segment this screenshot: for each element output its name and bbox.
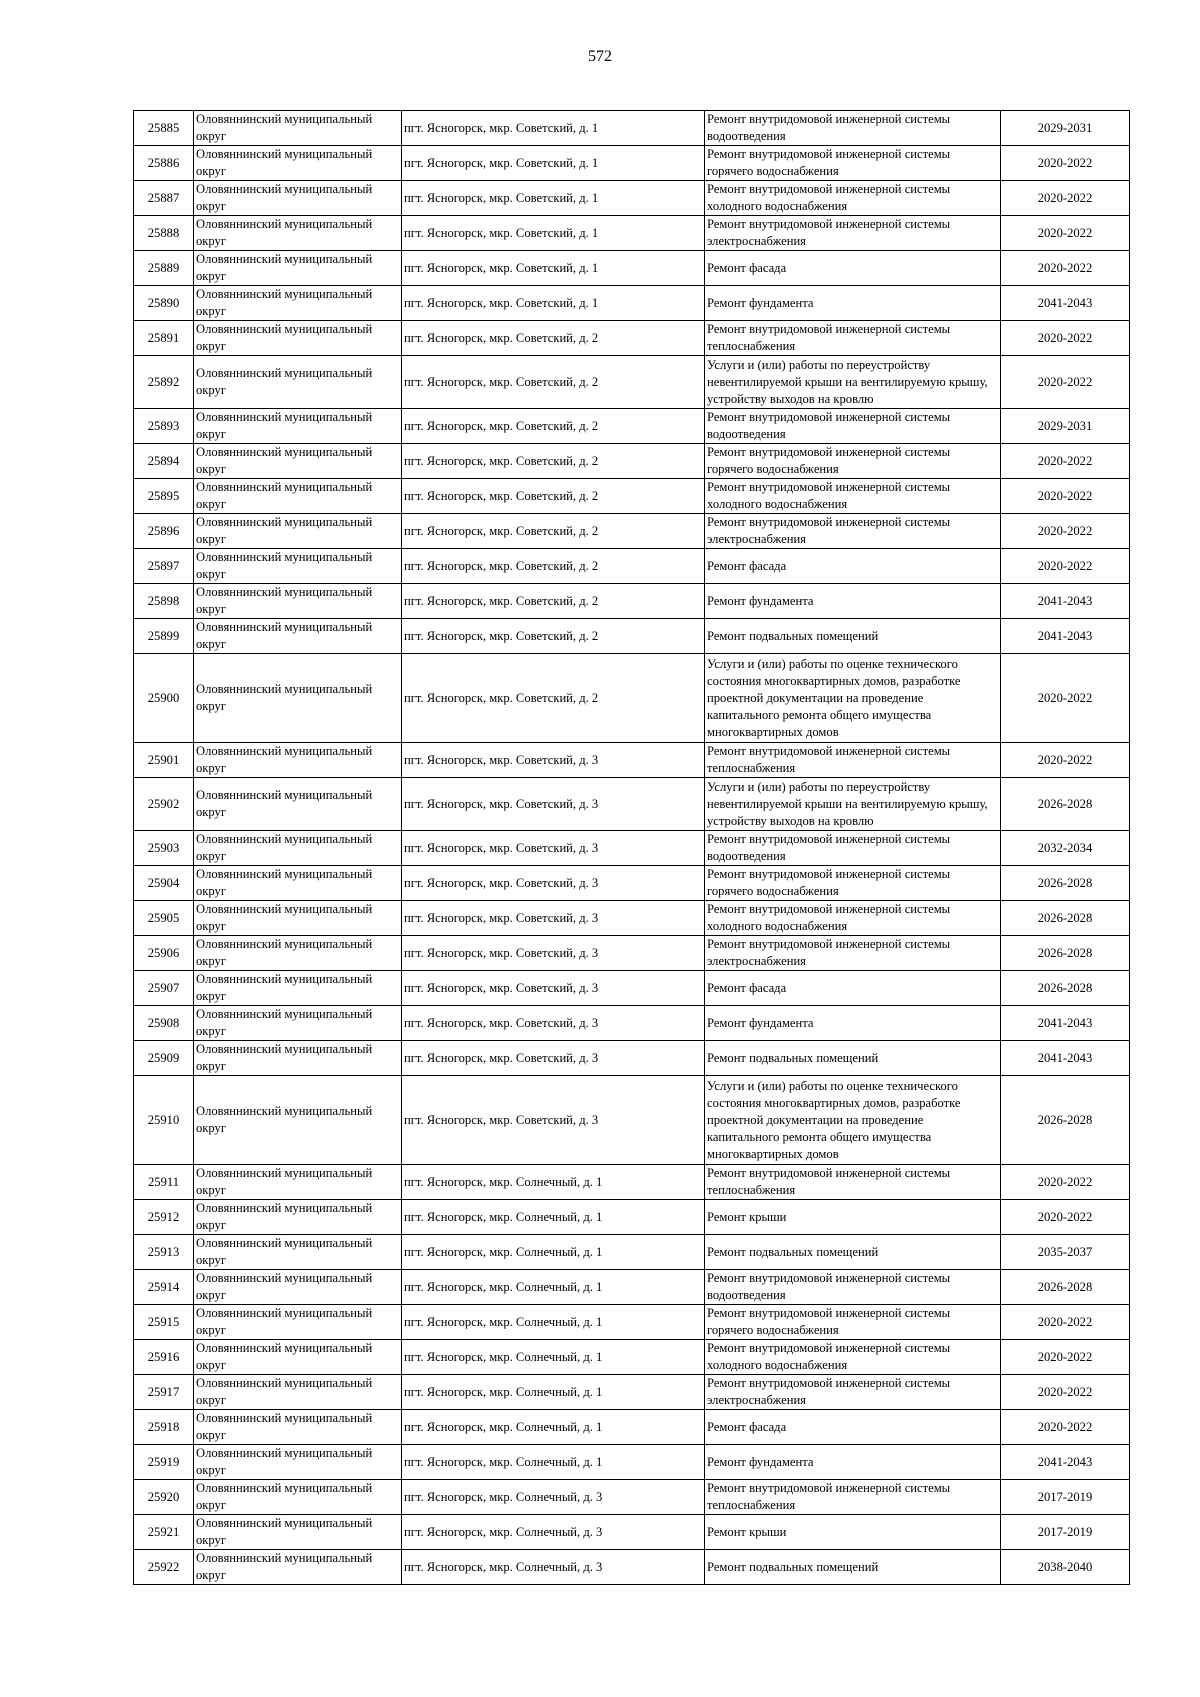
period-cell: 2032-2034: [1001, 831, 1130, 866]
address-cell: пгт. Ясногорск, мкр. Советский, д. 1: [402, 286, 705, 321]
work-type-cell: Ремонт фундамента: [705, 1006, 1001, 1041]
period-cell: 2026-2028: [1001, 778, 1130, 831]
address-cell: пгт. Ясногорск, мкр. Советский, д. 2: [402, 514, 705, 549]
municipality-cell: Оловяннинский муниципальный округ: [194, 146, 402, 181]
municipality-cell: Оловяннинский муниципальный округ: [194, 936, 402, 971]
address-cell: пгт. Ясногорск, мкр. Советский, д. 3: [402, 901, 705, 936]
table-row: [134, 831, 1130, 866]
table-row: [134, 743, 1130, 778]
work-type-cell: Ремонт подвальных помещений: [705, 1235, 1001, 1270]
work-type-cell: Ремонт подвальных помещений: [705, 619, 1001, 654]
table-row: [134, 1375, 1130, 1410]
municipality-cell: Оловяннинский муниципальный округ: [194, 444, 402, 479]
row-number: 25891: [134, 321, 194, 356]
municipality-cell: Оловяннинский муниципальный округ: [194, 1235, 402, 1270]
address-cell: пгт. Ясногорск, мкр. Солнечный, д. 1: [402, 1270, 705, 1305]
row-number: 25918: [134, 1410, 194, 1445]
address-cell: пгт. Ясногорск, мкр. Советский, д. 3: [402, 1041, 705, 1076]
work-type-cell: Ремонт внутридомовой инженерной системы холодного водоснабжения: [705, 479, 1001, 514]
period-cell: 2017-2019: [1001, 1515, 1130, 1550]
row-number: 25897: [134, 549, 194, 584]
work-type-cell: Ремонт внутридомовой инженерной системы холодного водоснабжения: [705, 181, 1001, 216]
period-cell: 2041-2043: [1001, 1006, 1130, 1041]
period-cell: 2020-2022: [1001, 146, 1130, 181]
row-number: 25907: [134, 971, 194, 1006]
table-row: [134, 1515, 1130, 1550]
period-cell: 2026-2028: [1001, 901, 1130, 936]
municipality-cell: Оловяннинский муниципальный округ: [194, 1200, 402, 1235]
municipality-cell: Оловяннинский муниципальный округ: [194, 1375, 402, 1410]
address-cell: пгт. Ясногорск, мкр. Советский, д. 1: [402, 251, 705, 286]
row-number: 25889: [134, 251, 194, 286]
period-cell: 2038-2040: [1001, 1550, 1130, 1585]
work-type-cell: Ремонт внутридомовой инженерной системы водоотведения: [705, 831, 1001, 866]
period-cell: 2020-2022: [1001, 1340, 1130, 1375]
address-cell: пгт. Ясногорск, мкр. Советский, д. 2: [402, 549, 705, 584]
address-cell: пгт. Ясногорск, мкр. Советский, д. 2: [402, 619, 705, 654]
page-number: 572: [588, 48, 612, 65]
period-cell: 2041-2043: [1001, 1445, 1130, 1480]
row-number: 25900: [134, 654, 194, 743]
work-type-cell: Ремонт внутридомовой инженерной системы холодного водоснабжения: [705, 1340, 1001, 1375]
table-row: [134, 654, 1130, 743]
address-cell: пгт. Ясногорск, мкр. Советский, д. 2: [402, 584, 705, 619]
row-number: 25911: [134, 1165, 194, 1200]
period-cell: 2026-2028: [1001, 1270, 1130, 1305]
row-number: 25914: [134, 1270, 194, 1305]
work-type-cell: Ремонт фундамента: [705, 584, 1001, 619]
address-cell: пгт. Ясногорск, мкр. Солнечный, д. 3: [402, 1515, 705, 1550]
municipality-cell: Оловяннинский муниципальный округ: [194, 286, 402, 321]
period-cell: 2041-2043: [1001, 1041, 1130, 1076]
table-row: [134, 1076, 1130, 1165]
period-cell: 2020-2022: [1001, 743, 1130, 778]
table-row: [134, 1305, 1130, 1340]
period-cell: 2026-2028: [1001, 1076, 1130, 1165]
work-type-cell: Услуги и (или) работы по переустройству невентилируемой крыши на вентилируемую крышу, устройству выходов на кровлю: [705, 356, 1001, 409]
row-number: 25902: [134, 778, 194, 831]
work-type-cell: Ремонт фундамента: [705, 286, 1001, 321]
address-cell: пгт. Ясногорск, мкр. Солнечный, д. 1: [402, 1340, 705, 1375]
address-cell: пгт. Ясногорск, мкр. Советский, д. 3: [402, 743, 705, 778]
period-cell: 2020-2022: [1001, 444, 1130, 479]
row-number: 25901: [134, 743, 194, 778]
row-number: 25908: [134, 1006, 194, 1041]
table-row: [134, 1480, 1130, 1515]
period-cell: 2026-2028: [1001, 971, 1130, 1006]
municipality-cell: Оловяннинский муниципальный округ: [194, 1041, 402, 1076]
period-cell: 2020-2022: [1001, 1305, 1130, 1340]
period-cell: 2041-2043: [1001, 619, 1130, 654]
municipality-cell: Оловяннинский муниципальный округ: [194, 1270, 402, 1305]
address-cell: пгт. Ясногорск, мкр. Советский, д. 1: [402, 216, 705, 251]
period-cell: 2041-2043: [1001, 584, 1130, 619]
table-row: [134, 778, 1130, 831]
work-type-cell: Ремонт внутридомовой инженерной системы горячего водоснабжения: [705, 146, 1001, 181]
table-row: [134, 111, 1130, 146]
work-type-cell: Ремонт крыши: [705, 1200, 1001, 1235]
address-cell: пгт. Ясногорск, мкр. Советский, д. 3: [402, 866, 705, 901]
table-row: [134, 1550, 1130, 1585]
address-cell: пгт. Ясногорск, мкр. Советский, д. 1: [402, 146, 705, 181]
address-cell: пгт. Ясногорск, мкр. Советский, д. 3: [402, 971, 705, 1006]
period-cell: 2020-2022: [1001, 251, 1130, 286]
row-number: 25888: [134, 216, 194, 251]
table-row: [134, 1270, 1130, 1305]
table-row: [134, 1041, 1130, 1076]
work-type-cell: Ремонт внутридомовой инженерной системы электроснабжения: [705, 936, 1001, 971]
row-number: 25893: [134, 409, 194, 444]
work-type-cell: Ремонт внутридомовой инженерной системы холодного водоснабжения: [705, 901, 1001, 936]
work-type-cell: Ремонт фасада: [705, 1410, 1001, 1445]
table-row: [134, 936, 1130, 971]
address-cell: пгт. Ясногорск, мкр. Солнечный, д. 3: [402, 1550, 705, 1585]
work-type-cell: Ремонт внутридомовой инженерной системы теплоснабжения: [705, 1165, 1001, 1200]
municipality-cell: Оловяннинский муниципальный округ: [194, 549, 402, 584]
municipality-cell: Оловяннинский муниципальный округ: [194, 1165, 402, 1200]
address-cell: пгт. Ясногорск, мкр. Солнечный, д. 1: [402, 1375, 705, 1410]
address-cell: пгт. Ясногорск, мкр. Советский, д. 3: [402, 1006, 705, 1041]
table-row: [134, 409, 1130, 444]
row-number: 25922: [134, 1550, 194, 1585]
work-type-cell: Ремонт внутридомовой инженерной системы электроснабжения: [705, 1375, 1001, 1410]
period-cell: 2020-2022: [1001, 549, 1130, 584]
work-type-cell: Ремонт подвальных помещений: [705, 1041, 1001, 1076]
period-cell: 2041-2043: [1001, 286, 1130, 321]
table-row: [134, 866, 1130, 901]
address-cell: пгт. Ясногорск, мкр. Солнечный, д. 1: [402, 1200, 705, 1235]
row-number: 25898: [134, 584, 194, 619]
table-row: [134, 181, 1130, 216]
table-row: [134, 584, 1130, 619]
row-number: 25917: [134, 1375, 194, 1410]
table-row: [134, 1340, 1130, 1375]
municipality-cell: Оловяннинский муниципальный округ: [194, 1006, 402, 1041]
municipality-cell: Оловяннинский муниципальный округ: [194, 251, 402, 286]
period-cell: 2020-2022: [1001, 321, 1130, 356]
address-cell: пгт. Ясногорск, мкр. Советский, д. 2: [402, 321, 705, 356]
period-cell: 2020-2022: [1001, 1200, 1130, 1235]
row-number: 25909: [134, 1041, 194, 1076]
work-type-cell: Ремонт внутридомовой инженерной системы электроснабжения: [705, 514, 1001, 549]
table-row: [134, 146, 1130, 181]
municipality-cell: Оловяннинский муниципальный округ: [194, 1305, 402, 1340]
row-number: 25886: [134, 146, 194, 181]
repair-schedule-table: [133, 110, 1130, 1585]
row-number: 25887: [134, 181, 194, 216]
row-number: 25899: [134, 619, 194, 654]
row-number: 25904: [134, 866, 194, 901]
row-number: 25895: [134, 479, 194, 514]
municipality-cell: Оловяннинский муниципальный округ: [194, 743, 402, 778]
period-cell: 2020-2022: [1001, 1165, 1130, 1200]
work-type-cell: Услуги и (или) работы по оценке технического состояния многоквартирных домов, разработке проектной документации на проведение капитального ремонта общего имущества многоквартирных домов: [705, 654, 1001, 743]
address-cell: пгт. Ясногорск, мкр. Солнечный, д. 1: [402, 1305, 705, 1340]
row-number: 25910: [134, 1076, 194, 1165]
period-cell: 2020-2022: [1001, 1410, 1130, 1445]
municipality-cell: Оловяннинский муниципальный округ: [194, 321, 402, 356]
work-type-cell: Ремонт внутридомовой инженерной системы теплоснабжения: [705, 1480, 1001, 1515]
period-cell: 2026-2028: [1001, 866, 1130, 901]
municipality-cell: Оловяннинский муниципальный округ: [194, 1340, 402, 1375]
address-cell: пгт. Ясногорск, мкр. Советский, д. 3: [402, 831, 705, 866]
municipality-cell: Оловяннинский муниципальный округ: [194, 584, 402, 619]
period-cell: 2017-2019: [1001, 1480, 1130, 1515]
municipality-cell: Оловяннинский муниципальный округ: [194, 901, 402, 936]
address-cell: пгт. Ясногорск, мкр. Солнечный, д. 1: [402, 1235, 705, 1270]
table-row: [134, 479, 1130, 514]
municipality-cell: Оловяннинский муниципальный округ: [194, 619, 402, 654]
table-row: [134, 549, 1130, 584]
table-row: [134, 356, 1130, 409]
row-number: 25906: [134, 936, 194, 971]
period-cell: 2020-2022: [1001, 356, 1130, 409]
table-row: [134, 1235, 1130, 1270]
address-cell: пгт. Ясногорск, мкр. Советский, д. 1: [402, 111, 705, 146]
table-row: [134, 514, 1130, 549]
address-cell: пгт. Ясногорск, мкр. Советский, д. 1: [402, 181, 705, 216]
municipality-cell: Оловяннинский муниципальный округ: [194, 1445, 402, 1480]
municipality-cell: Оловяннинский муниципальный округ: [194, 216, 402, 251]
period-cell: 2020-2022: [1001, 654, 1130, 743]
row-number: 25913: [134, 1235, 194, 1270]
table-row: [134, 901, 1130, 936]
row-number: 25920: [134, 1480, 194, 1515]
row-number: 25885: [134, 111, 194, 146]
municipality-cell: Оловяннинский муниципальный округ: [194, 1480, 402, 1515]
address-cell: пгт. Ясногорск, мкр. Солнечный, д. 3: [402, 1480, 705, 1515]
row-number: 25912: [134, 1200, 194, 1235]
address-cell: пгт. Ясногорск, мкр. Солнечный, д. 1: [402, 1410, 705, 1445]
row-number: 25916: [134, 1340, 194, 1375]
address-cell: пгт. Ясногорск, мкр. Советский, д. 3: [402, 778, 705, 831]
row-number: 25894: [134, 444, 194, 479]
table-row: [134, 1445, 1130, 1480]
municipality-cell: Оловяннинский муниципальный округ: [194, 111, 402, 146]
table-body: [134, 111, 1130, 1585]
municipality-cell: Оловяннинский муниципальный округ: [194, 1515, 402, 1550]
row-number: 25890: [134, 286, 194, 321]
municipality-cell: Оловяннинский муниципальный округ: [194, 1076, 402, 1165]
row-number: 25903: [134, 831, 194, 866]
row-number: 25905: [134, 901, 194, 936]
table-row: [134, 1200, 1130, 1235]
address-cell: пгт. Ясногорск, мкр. Советский, д. 3: [402, 936, 705, 971]
work-type-cell: Ремонт внутридомовой инженерной системы горячего водоснабжения: [705, 866, 1001, 901]
work-type-cell: Ремонт внутридомовой инженерной системы теплоснабжения: [705, 743, 1001, 778]
municipality-cell: Оловяннинский муниципальный округ: [194, 654, 402, 743]
work-type-cell: Ремонт фасада: [705, 251, 1001, 286]
period-cell: 2020-2022: [1001, 216, 1130, 251]
address-cell: пгт. Ясногорск, мкр. Советский, д. 2: [402, 444, 705, 479]
period-cell: 2026-2028: [1001, 936, 1130, 971]
municipality-cell: Оловяннинский муниципальный округ: [194, 181, 402, 216]
municipality-cell: Оловяннинский муниципальный округ: [194, 866, 402, 901]
address-cell: пгт. Ясногорск, мкр. Советский, д. 2: [402, 409, 705, 444]
table-row: [134, 321, 1130, 356]
work-type-cell: Услуги и (или) работы по переустройству невентилируемой крыши на вентилируемую крышу, устройству выходов на кровлю: [705, 778, 1001, 831]
work-type-cell: Ремонт фундамента: [705, 1445, 1001, 1480]
municipality-cell: Оловяннинский муниципальный округ: [194, 1550, 402, 1585]
row-number: 25921: [134, 1515, 194, 1550]
table-row: [134, 971, 1130, 1006]
municipality-cell: Оловяннинский муниципальный округ: [194, 356, 402, 409]
table-row: [134, 251, 1130, 286]
work-type-cell: Ремонт подвальных помещений: [705, 1550, 1001, 1585]
work-type-cell: Ремонт внутридомовой инженерной системы горячего водоснабжения: [705, 1305, 1001, 1340]
work-type-cell: Ремонт фасада: [705, 971, 1001, 1006]
municipality-cell: Оловяннинский муниципальный округ: [194, 409, 402, 444]
municipality-cell: Оловяннинский муниципальный округ: [194, 831, 402, 866]
period-cell: 2029-2031: [1001, 409, 1130, 444]
work-type-cell: Ремонт внутридомовой инженерной системы горячего водоснабжения: [705, 444, 1001, 479]
address-cell: пгт. Ясногорск, мкр. Советский, д. 2: [402, 654, 705, 743]
table-row: [134, 286, 1130, 321]
address-cell: пгт. Ясногорск, мкр. Советский, д. 3: [402, 1076, 705, 1165]
row-number: 25915: [134, 1305, 194, 1340]
row-number: 25892: [134, 356, 194, 409]
address-cell: пгт. Ясногорск, мкр. Солнечный, д. 1: [402, 1165, 705, 1200]
period-cell: 2035-2037: [1001, 1235, 1130, 1270]
work-type-cell: Услуги и (или) работы по оценке технического состояния многоквартирных домов, разработке проектной документации на проведение капитального ремонта общего имущества многоквартирных домов: [705, 1076, 1001, 1165]
municipality-cell: Оловяннинский муниципальный округ: [194, 778, 402, 831]
table-row: [134, 1165, 1130, 1200]
municipality-cell: Оловяннинский муниципальный округ: [194, 971, 402, 1006]
municipality-cell: Оловяннинский муниципальный округ: [194, 479, 402, 514]
period-cell: 2029-2031: [1001, 111, 1130, 146]
period-cell: 2020-2022: [1001, 514, 1130, 549]
work-type-cell: Ремонт внутридомовой инженерной системы водоотведения: [705, 409, 1001, 444]
address-cell: пгт. Ясногорск, мкр. Советский, д. 2: [402, 479, 705, 514]
work-type-cell: Ремонт внутридомовой инженерной системы электроснабжения: [705, 216, 1001, 251]
municipality-cell: Оловяннинский муниципальный округ: [194, 514, 402, 549]
table-row: [134, 1006, 1130, 1041]
table-row: [134, 444, 1130, 479]
work-type-cell: Ремонт внутридомовой инженерной системы теплоснабжения: [705, 321, 1001, 356]
work-type-cell: Ремонт фасада: [705, 549, 1001, 584]
municipality-cell: Оловяннинский муниципальный округ: [194, 1410, 402, 1445]
row-number: 25896: [134, 514, 194, 549]
period-cell: 2020-2022: [1001, 479, 1130, 514]
work-type-cell: Ремонт крыши: [705, 1515, 1001, 1550]
address-cell: пгт. Ясногорск, мкр. Солнечный, д. 1: [402, 1445, 705, 1480]
period-cell: 2020-2022: [1001, 1375, 1130, 1410]
work-type-cell: Ремонт внутридомовой инженерной системы водоотведения: [705, 111, 1001, 146]
table-row: [134, 619, 1130, 654]
table-row: [134, 216, 1130, 251]
table-row: [134, 1410, 1130, 1445]
period-cell: 2020-2022: [1001, 181, 1130, 216]
row-number: 25919: [134, 1445, 194, 1480]
address-cell: пгт. Ясногорск, мкр. Советский, д. 2: [402, 356, 705, 409]
work-type-cell: Ремонт внутридомовой инженерной системы водоотведения: [705, 1270, 1001, 1305]
